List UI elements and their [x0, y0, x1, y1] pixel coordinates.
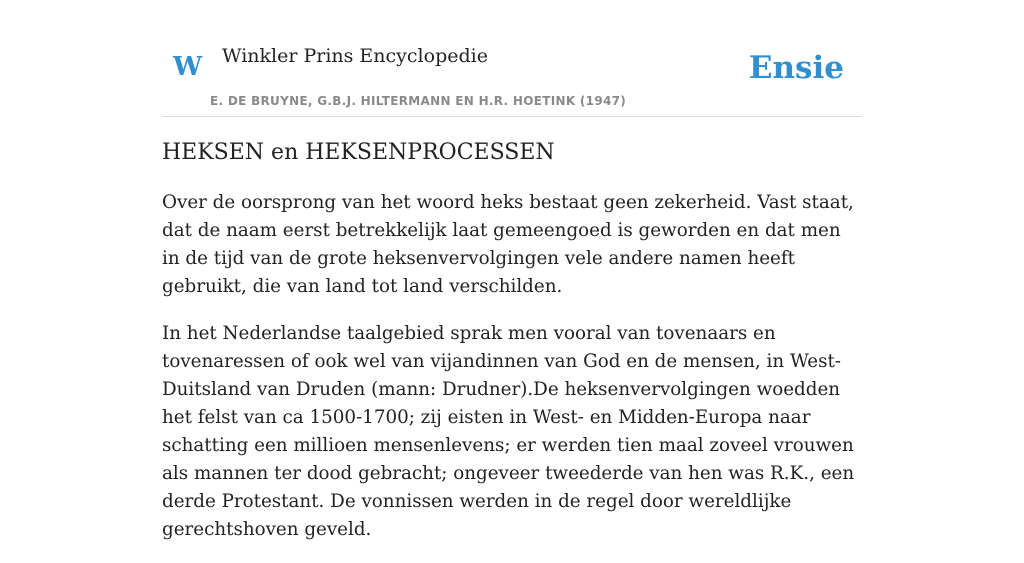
article-paragraph: Over de oorsprong van het woord heks bestaat geen zekerheid. Vast staat, dat de naam eerst betrekkelijk laat gemeengoed is geworden en dat men in de tijd van de grote heksenvervolgingen vele andere namen heeft gebruikt, die van land tot land verschilden.	[162, 192, 854, 297]
winkler-prins-logo[interactable]: W	[173, 52, 203, 82]
article	[162, 140, 862, 563]
article-paragraph: In het Nederlandse taalgebied sprak men vooral van tovenaars en tovenaressen of ook wel van vijandinnen van God en de mensen, in West-Duitsland van Druden (mann: Drudner).De heksenvervolgingen woedden het felst van ca 1500-1700; zij eisten in West- en Midden-Europa naar schatting een millioen mensenlevens; er werden tien maal zoveel vrouwen als mannen ter dood gebracht; ongeveer tweederde van hen was R.K., een derde Protestant. De vonnissen werden in de regel door wereldlijke gerechtshoven geveld.	[162, 323, 855, 540]
header	[162, 0, 862, 117]
article-title: HEKSEN en HEKSENPROCESSEN	[162, 140, 555, 165]
ensie-logo[interactable]: Ensie	[748, 50, 844, 86]
book-authors: E. DE BRUYNE, G.B.J. HILTERMANN EN H.R. HOETINK (1947)	[210, 94, 627, 108]
book-title[interactable]: Winkler Prins Encyclopedie	[222, 45, 488, 67]
